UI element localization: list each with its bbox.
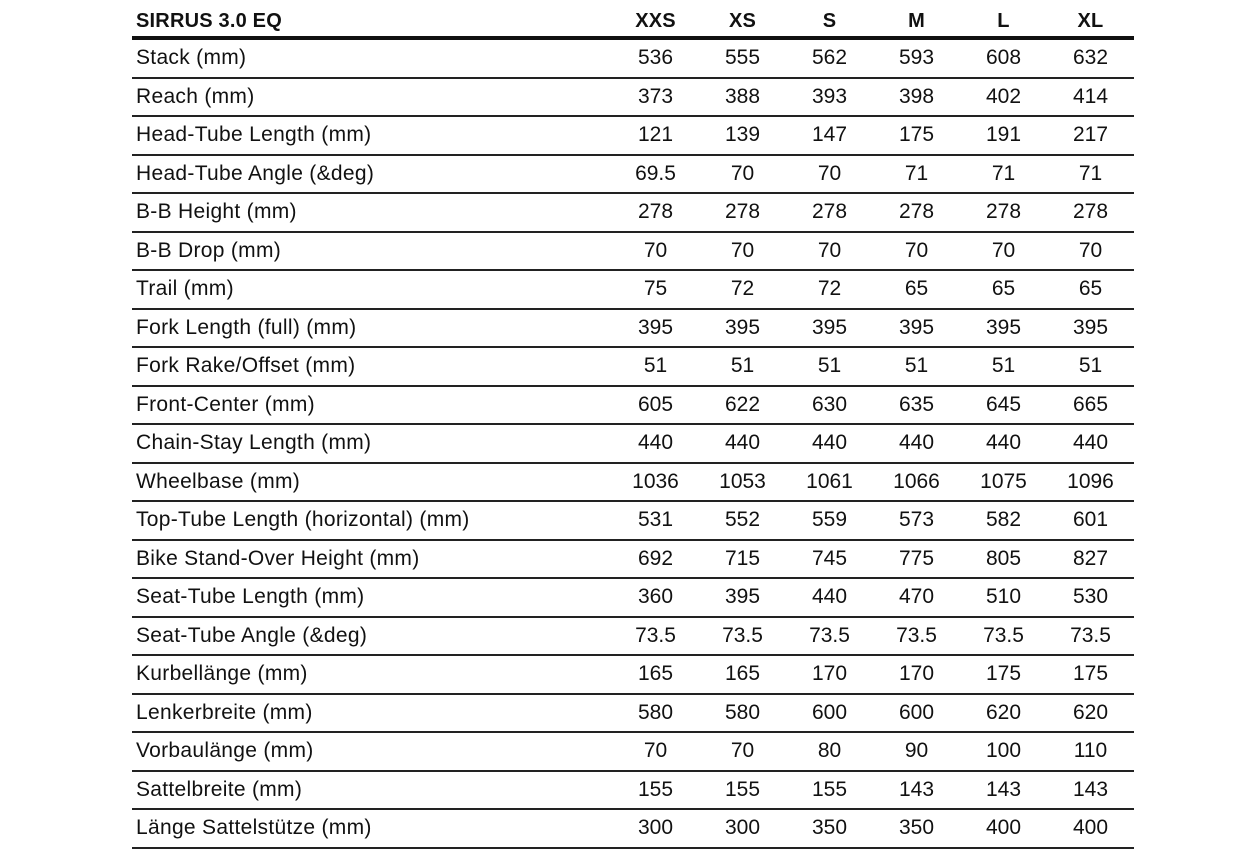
cell-m: 170 — [873, 655, 960, 694]
size-header-l: L — [960, 6, 1047, 38]
cell-xl: 440 — [1047, 424, 1134, 463]
cell-xxs: 278 — [612, 193, 699, 232]
cell-xs: 51 — [699, 347, 786, 386]
cell-l: 175 — [960, 655, 1047, 694]
cell-xl: 414 — [1047, 78, 1134, 117]
row-label: Sattelbreite (mm) — [132, 771, 612, 810]
cell-xl: 110 — [1047, 732, 1134, 771]
table-row — [132, 463, 1134, 502]
cell-l: 608 — [960, 38, 1047, 78]
cell-xl: 73.5 — [1047, 617, 1134, 656]
cell-xl: 278 — [1047, 193, 1134, 232]
cell-m: 600 — [873, 694, 960, 733]
cell-xs: 70 — [699, 232, 786, 271]
cell-xs: 622 — [699, 386, 786, 425]
cell-l: 440 — [960, 424, 1047, 463]
table-row — [132, 655, 1134, 694]
table-row — [132, 771, 1134, 810]
cell-s: 393 — [786, 78, 873, 117]
table-row — [132, 155, 1134, 194]
cell-xxs: 165 — [612, 655, 699, 694]
cell-xl: 665 — [1047, 386, 1134, 425]
cell-xl: 143 — [1047, 771, 1134, 810]
cell-xl: 51 — [1047, 347, 1134, 386]
cell-l: 402 — [960, 78, 1047, 117]
cell-xxs: 605 — [612, 386, 699, 425]
cell-xxs: 580 — [612, 694, 699, 733]
cell-s: 745 — [786, 540, 873, 579]
cell-s: 155 — [786, 771, 873, 810]
row-label: Head-Tube Angle (&deg) — [132, 155, 612, 194]
table-row — [132, 694, 1134, 733]
row-label: Chain-Stay Length (mm) — [132, 424, 612, 463]
cell-xxs: 395 — [612, 309, 699, 348]
row-label: Trail (mm) — [132, 270, 612, 309]
cell-m: 1066 — [873, 463, 960, 502]
table-row — [132, 424, 1134, 463]
row-label: Länge Sattelstütze (mm) — [132, 809, 612, 848]
cell-l: 620 — [960, 694, 1047, 733]
cell-xl: 175 — [1047, 655, 1134, 694]
cell-s: 630 — [786, 386, 873, 425]
cell-l: 65 — [960, 270, 1047, 309]
cell-xl: 632 — [1047, 38, 1134, 78]
cell-s: 562 — [786, 38, 873, 78]
table-body — [132, 38, 1134, 848]
cell-l: 71 — [960, 155, 1047, 194]
table-row — [132, 347, 1134, 386]
cell-xxs: 536 — [612, 38, 699, 78]
cell-xl: 827 — [1047, 540, 1134, 579]
cell-xs: 70 — [699, 155, 786, 194]
cell-s: 73.5 — [786, 617, 873, 656]
cell-xs: 555 — [699, 38, 786, 78]
row-label: Wheelbase (mm) — [132, 463, 612, 502]
cell-xs: 155 — [699, 771, 786, 810]
cell-l: 143 — [960, 771, 1047, 810]
cell-m: 70 — [873, 232, 960, 271]
row-label: B-B Height (mm) — [132, 193, 612, 232]
cell-xs: 73.5 — [699, 617, 786, 656]
cell-xxs: 121 — [612, 116, 699, 155]
table-row — [132, 809, 1134, 848]
cell-m: 143 — [873, 771, 960, 810]
cell-xs: 552 — [699, 501, 786, 540]
table-row — [132, 309, 1134, 348]
table-row — [132, 116, 1134, 155]
cell-xl: 530 — [1047, 578, 1134, 617]
table-row — [132, 617, 1134, 656]
cell-l: 395 — [960, 309, 1047, 348]
cell-m: 573 — [873, 501, 960, 540]
size-header-xxs: XXS — [612, 6, 699, 38]
table-row — [132, 386, 1134, 425]
cell-l: 73.5 — [960, 617, 1047, 656]
cell-xs: 165 — [699, 655, 786, 694]
cell-xl: 70 — [1047, 232, 1134, 271]
cell-xs: 1053 — [699, 463, 786, 502]
cell-s: 440 — [786, 578, 873, 617]
cell-l: 1075 — [960, 463, 1047, 502]
cell-xxs: 692 — [612, 540, 699, 579]
table-title: SIRRUS 3.0 EQ — [132, 6, 612, 38]
table-row — [132, 540, 1134, 579]
cell-xxs: 69.5 — [612, 155, 699, 194]
cell-m: 440 — [873, 424, 960, 463]
cell-xl: 217 — [1047, 116, 1134, 155]
size-header-m: M — [873, 6, 960, 38]
table-row — [132, 270, 1134, 309]
cell-xxs: 440 — [612, 424, 699, 463]
geometry-table — [132, 6, 1134, 849]
cell-s: 72 — [786, 270, 873, 309]
cell-l: 278 — [960, 193, 1047, 232]
cell-s: 600 — [786, 694, 873, 733]
cell-l: 51 — [960, 347, 1047, 386]
cell-xl: 395 — [1047, 309, 1134, 348]
cell-m: 593 — [873, 38, 960, 78]
table-row — [132, 193, 1134, 232]
cell-s: 440 — [786, 424, 873, 463]
cell-l: 510 — [960, 578, 1047, 617]
cell-xxs: 70 — [612, 732, 699, 771]
cell-xl: 65 — [1047, 270, 1134, 309]
cell-xs: 300 — [699, 809, 786, 848]
cell-s: 51 — [786, 347, 873, 386]
row-label: Top-Tube Length (horizontal) (mm) — [132, 501, 612, 540]
table-row — [132, 78, 1134, 117]
cell-l: 582 — [960, 501, 1047, 540]
cell-xl: 71 — [1047, 155, 1134, 194]
cell-m: 65 — [873, 270, 960, 309]
table-row — [132, 232, 1134, 271]
row-label: Head-Tube Length (mm) — [132, 116, 612, 155]
cell-xxs: 73.5 — [612, 617, 699, 656]
cell-xxs: 360 — [612, 578, 699, 617]
cell-m: 635 — [873, 386, 960, 425]
row-label: Seat-Tube Length (mm) — [132, 578, 612, 617]
cell-xs: 72 — [699, 270, 786, 309]
table-row — [132, 501, 1134, 540]
cell-m: 71 — [873, 155, 960, 194]
cell-xl: 400 — [1047, 809, 1134, 848]
cell-xxs: 155 — [612, 771, 699, 810]
cell-s: 350 — [786, 809, 873, 848]
row-label: Bike Stand-Over Height (mm) — [132, 540, 612, 579]
cell-s: 395 — [786, 309, 873, 348]
cell-xs: 278 — [699, 193, 786, 232]
cell-xl: 1096 — [1047, 463, 1134, 502]
table-row — [132, 578, 1134, 617]
cell-xxs: 300 — [612, 809, 699, 848]
cell-l: 400 — [960, 809, 1047, 848]
header-row — [132, 6, 1134, 38]
cell-m: 175 — [873, 116, 960, 155]
size-header-xl: XL — [1047, 6, 1134, 38]
cell-m: 51 — [873, 347, 960, 386]
cell-xxs: 531 — [612, 501, 699, 540]
cell-s: 278 — [786, 193, 873, 232]
row-label: Vorbaulänge (mm) — [132, 732, 612, 771]
cell-l: 645 — [960, 386, 1047, 425]
row-label: Front-Center (mm) — [132, 386, 612, 425]
row-label: Reach (mm) — [132, 78, 612, 117]
cell-m: 278 — [873, 193, 960, 232]
table-row — [132, 732, 1134, 771]
cell-m: 73.5 — [873, 617, 960, 656]
cell-xxs: 1036 — [612, 463, 699, 502]
row-label: Seat-Tube Angle (&deg) — [132, 617, 612, 656]
cell-xxs: 75 — [612, 270, 699, 309]
cell-s: 147 — [786, 116, 873, 155]
cell-xxs: 70 — [612, 232, 699, 271]
cell-xs: 580 — [699, 694, 786, 733]
cell-s: 170 — [786, 655, 873, 694]
cell-s: 1061 — [786, 463, 873, 502]
size-header-xs: XS — [699, 6, 786, 38]
table-row — [132, 38, 1134, 78]
cell-xs: 440 — [699, 424, 786, 463]
cell-xs: 388 — [699, 78, 786, 117]
cell-xl: 601 — [1047, 501, 1134, 540]
cell-l: 805 — [960, 540, 1047, 579]
size-header-s: S — [786, 6, 873, 38]
cell-m: 775 — [873, 540, 960, 579]
cell-l: 100 — [960, 732, 1047, 771]
cell-l: 70 — [960, 232, 1047, 271]
cell-m: 470 — [873, 578, 960, 617]
cell-m: 398 — [873, 78, 960, 117]
cell-xs: 395 — [699, 309, 786, 348]
row-label: B-B Drop (mm) — [132, 232, 612, 271]
row-label: Fork Length (full) (mm) — [132, 309, 612, 348]
cell-s: 70 — [786, 155, 873, 194]
cell-m: 350 — [873, 809, 960, 848]
cell-xxs: 51 — [612, 347, 699, 386]
cell-s: 70 — [786, 232, 873, 271]
cell-s: 559 — [786, 501, 873, 540]
cell-xs: 70 — [699, 732, 786, 771]
cell-xs: 139 — [699, 116, 786, 155]
cell-xs: 395 — [699, 578, 786, 617]
row-label: Lenkerbreite (mm) — [132, 694, 612, 733]
cell-s: 80 — [786, 732, 873, 771]
cell-m: 90 — [873, 732, 960, 771]
cell-xxs: 373 — [612, 78, 699, 117]
cell-m: 395 — [873, 309, 960, 348]
cell-l: 191 — [960, 116, 1047, 155]
cell-xs: 715 — [699, 540, 786, 579]
row-label: Kurbellänge (mm) — [132, 655, 612, 694]
row-label: Fork Rake/Offset (mm) — [132, 347, 612, 386]
cell-xl: 620 — [1047, 694, 1134, 733]
row-label: Stack (mm) — [132, 38, 612, 78]
